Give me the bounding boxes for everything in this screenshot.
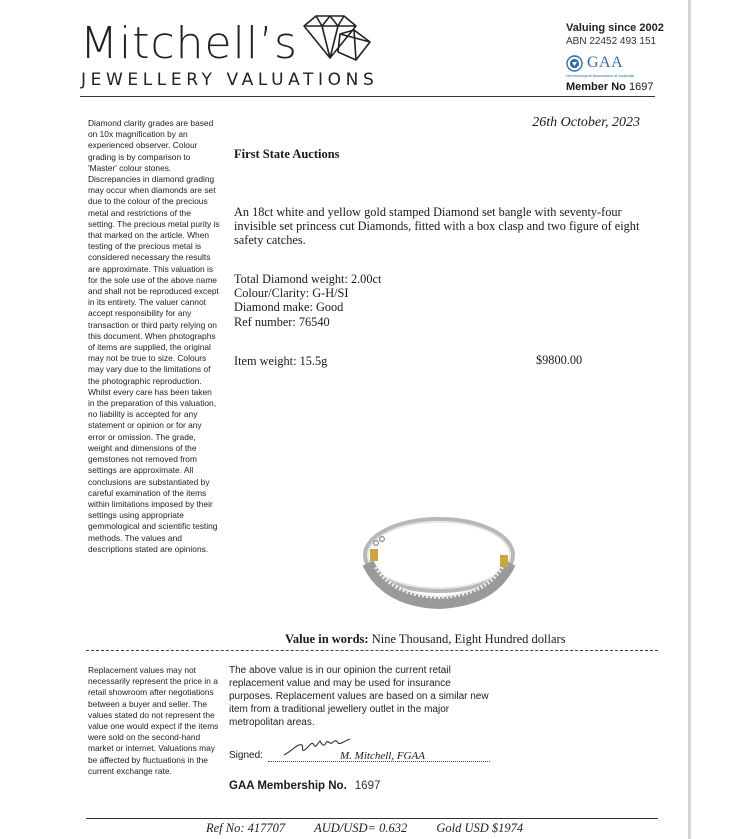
header-info	[566, 22, 664, 47]
colour-clarity: Colour/Clarity: G-H/SI	[234, 286, 349, 301]
valuing-since: Valuing since 2002	[566, 22, 664, 34]
item-weight: Item weight: 15.5g	[234, 354, 328, 368]
item-price: $9800.00	[536, 353, 583, 367]
page-edge-rule	[688, 0, 691, 839]
replacement-value-note: The above value is in our opinion the current retail replacement value and may be used for insurance purposes. Replacement values are based on a similar new item from a traditional jewellery outlet in the major metropolitan areas.	[229, 665, 489, 728]
disclaimer-text: Diamond clarity grades are based on 10x magnification by an experienced observer. Colour grading is by comparison to 'Master' colour stones. Discrepancies in diamond grading may occur when diamonds are set due to the colour of the precious metal and restrictions of the setting. The precious metal purity is that marked on the article. When testing of the precious metal is considered necessary the results are approximate. This valuation is for the sole use of the above name and shall not be reproduced except in its entirety. The valuer cannot accept responsibility for any transaction or third party relying on this document. When photographs of items are supplied, the original may not be true to size. Colours may vary due to the limitations of the photographic reproduction. Whilst every care has been taken in the preparation of this valuation, no liability is accepted for any statement or opinion or for any error or omission. The grade, weight and dimensions of the gemstones not removed from settings are approximate. All conclusions are substantiated by careful examination of the items within limitations imposed by their settings using appropriate gemmological and scientific testing methods. The values and descriptions stated are opinions.	[88, 118, 220, 554]
signed-label: Signed:	[229, 750, 263, 761]
signature-line	[268, 761, 490, 762]
member-value: 1697	[628, 81, 654, 93]
gaa-membership-label: GAA Membership No.	[229, 780, 347, 792]
words-value: Nine Thousand, Eight Hundred dollars	[371, 632, 566, 646]
signatory-name: M. Mitchell, FGAA	[340, 750, 425, 762]
member-number	[566, 81, 653, 93]
brand-name: Mitchell’s	[80, 18, 298, 69]
bangle-photo	[356, 505, 522, 613]
footer-ref-no: Ref No: 417707	[206, 821, 286, 835]
gaa-membership-number: 1697	[354, 780, 381, 792]
gaa-emblem-icon	[566, 55, 583, 72]
footer-gold-price: Gold USD $1974	[436, 821, 524, 835]
gaa-logo-text: GAA	[587, 54, 624, 71]
item-specs	[234, 272, 381, 329]
gaa-full-name: Gemmological Association of Australia	[566, 73, 634, 78]
gaa-logo	[566, 54, 623, 72]
dashed-divider	[86, 650, 658, 651]
footer-divider	[86, 818, 658, 819]
value-in-words	[285, 632, 566, 647]
footer	[206, 821, 549, 836]
brand-subtitle: JEWELLERY VALUATIONS	[81, 70, 379, 90]
ref-number: Ref number: 76540	[234, 314, 330, 329]
valuation-date: 26th October, 2023	[532, 115, 640, 130]
replacement-disclaimer: Replacement values may not necessarily represent the price in a retail showroom after negotiations between a buyer and seller. The values stated do not represent the value one would expect if the items were sold on the second-hand market or internet. Valuations may be affected by fluctuations in the current exchange rate.	[88, 665, 219, 776]
member-label: Member No	[566, 81, 626, 93]
client-name: First State Auctions	[234, 147, 340, 161]
header-divider	[80, 96, 655, 97]
footer-exchange-rate: AUD/USD= 0.632	[314, 821, 408, 835]
words-label: Value in words:	[285, 632, 369, 646]
item-description: An 18ct white and yellow gold stamped Diamond set bangle with seventy-four invisible set princess cut Diamonds, fitted with a box clasp and two figure of eight safety catches.	[234, 205, 640, 247]
diamond-outline-icon	[300, 14, 374, 64]
diamond-make: Diamond make: Good	[234, 300, 344, 315]
gaa-membership	[229, 780, 380, 792]
abn-number: ABN 22452 493 151	[566, 36, 657, 47]
total-diamond-weight: Total Diamond weight: 2.00ct	[234, 272, 382, 286]
